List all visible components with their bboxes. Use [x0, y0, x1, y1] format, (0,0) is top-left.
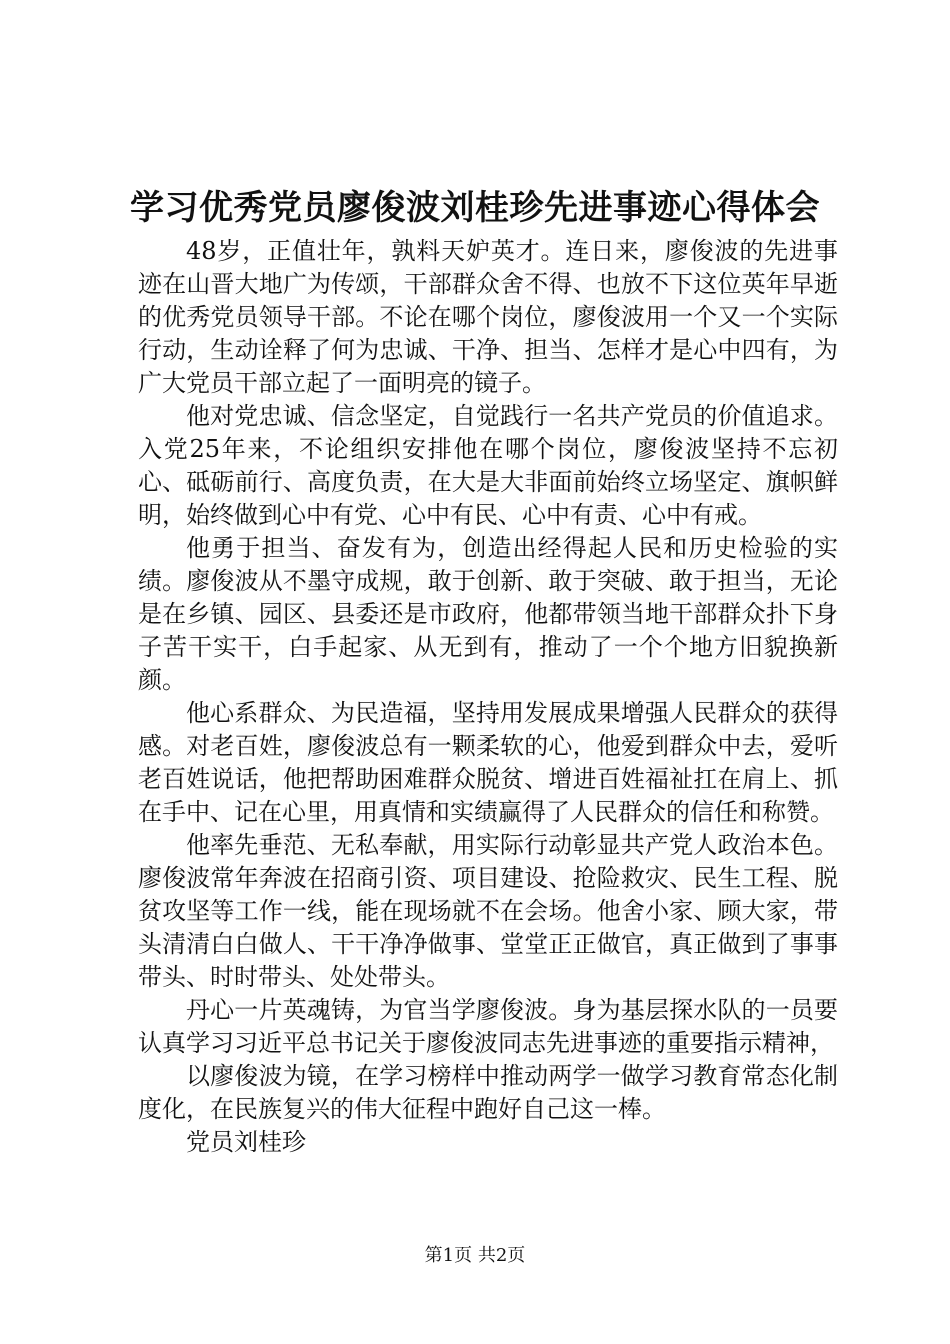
paragraph-6: 丹心一片英魂铸，为官当学廖俊波。身为基层探水队的一员要认真学习习近平总书记关于廖俊波同志先进事迹的重要指示精神，	[138, 996, 838, 1057]
paragraph-7: 以廖俊波为镜，在学习榜样中推动两学一做学习教育常态化制度化，在民族复兴的伟大征程中跑好自己这一棒。	[138, 1062, 838, 1123]
paragraph-1: 48岁，正值壮年，孰料天妒英才。连日来，廖俊波的先进事迹在山晋大地广为传颂，干部群众舍不得、也放不下这位英年早逝的优秀党员领导干部。不论在哪个岗位，廖俊波用一个又一个实际行动，生动诠释了何为忠诚、干净、担当、怎样才是心中四有，为广大党员干部立起了一面明亮的镜子。	[138, 237, 838, 397]
paragraph-5: 他率先垂范、无私奉献，用实际行动彰显共产党人政治本色。廖俊波常年奔波在招商引资、项目建设、抢险救灾、民生工程、脱贫攻坚等工作一线，能在现场就不在会场。他舍小家、顾大家，带头清清白白做人、干干净净做事、堂堂正正做官，真正做到了事事带头、时时带头、处处带头。	[138, 831, 838, 991]
paragraph-2: 他对党忠诚、信念坚定，自觉践行一名共产党员的价值追求。入党25年来，不论组织安排他在哪个岗位，廖俊波坚持不忘初心、砥砺前行、高度负责，在大是大非面前始终立场坚定、旗帜鲜明，始终做到心中有党、心中有民、心中有责、心中有戒。	[138, 402, 838, 529]
document-title: 学习优秀党员廖俊波刘桂珍先进事迹心得体会	[130, 188, 820, 228]
paragraph-4: 他心系群众、为民造福，坚持用发展成果增强人民群众的获得感。对老百姓，廖俊波总有一颗柔软的心，他爱到群众中去，爱听老百姓说话，他把帮助困难群众脱贫、增进百姓福祉扛在肩上、抓在手中、记在心里，用真情和实绩赢得了人民群众的信任和称赞。	[138, 699, 838, 826]
page-number-footer: 第1页 共2页	[424, 1245, 526, 1266]
signature-line: 党员刘桂珍	[186, 1128, 306, 1156]
paragraph-3: 他勇于担当、奋发有为，创造出经得起人民和历史检验的实绩。廖俊波从不墨守成规，敢于创新、敢于突破、敢于担当，无论是在乡镇、园区、县委还是市政府，他都带领当地干部群众扑下身子苦干实干，白手起家、从无到有，推动了一个个地方旧貌换新颜。	[138, 534, 838, 694]
document-body	[138, 235, 838, 1159]
